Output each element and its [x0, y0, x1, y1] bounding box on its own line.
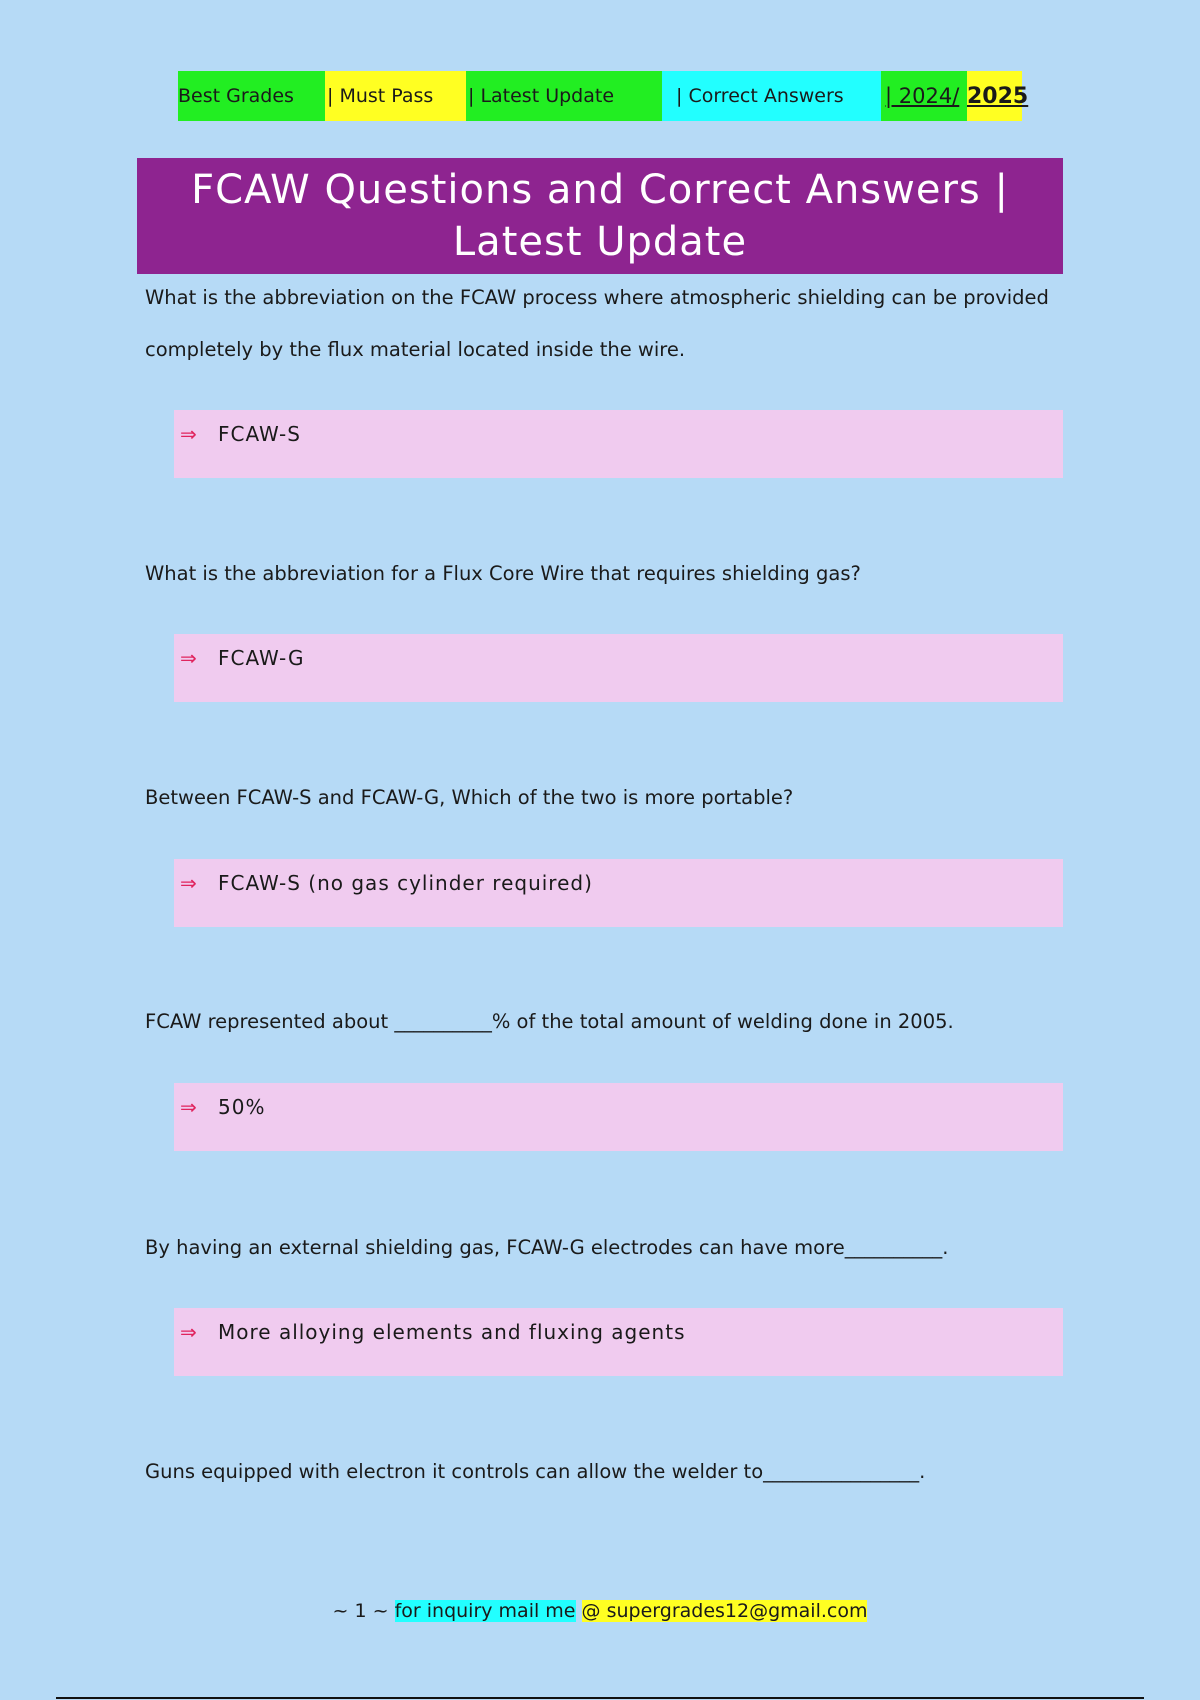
tag-year-end: 2025 — [967, 71, 1022, 121]
arrow-icon: ⇒ — [180, 422, 198, 446]
question-4: FCAW represented about __________% of the total amount of welding done in 2005. — [145, 1010, 954, 1033]
tag-must-pass: | Must Pass — [325, 71, 466, 121]
page-number: ~ 1 ~ — [332, 1600, 389, 1622]
tag-latest-update: | Latest Update — [466, 71, 662, 121]
title-line-1: FCAW Questions and Correct Answers | — [191, 167, 1009, 213]
answer-text: More alloying elements and fluxing agents — [218, 1320, 686, 1344]
tag-correct-answers: | Correct Answers — [662, 71, 881, 121]
arrow-icon: ⇒ — [180, 646, 198, 670]
page-title — [137, 158, 1063, 274]
answer-text: 50% — [218, 1095, 266, 1119]
tag-year-start: | 2024/ — [881, 71, 967, 121]
tag-bar — [178, 71, 1029, 121]
question-2: What is the abbreviation for a Flux Core Wire that requires shielding gas? — [145, 562, 861, 585]
bottom-divider — [56, 1697, 1144, 1699]
tag-best-grades: Best Grades — [178, 71, 325, 121]
answer-1 — [174, 410, 1063, 478]
arrow-icon: ⇒ — [180, 1320, 198, 1344]
email-link[interactable]: @ supergrades12@gmail.com — [581, 1600, 868, 1622]
answer-text: FCAW-S — [218, 422, 301, 446]
question-6: Guns equipped with electron it controls can allow the welder to________________. — [145, 1460, 926, 1483]
inquiry-text: for inquiry mail me — [394, 1600, 576, 1622]
footer — [0, 1600, 1200, 1622]
question-1: What is the abbreviation on the FCAW process where atmospheric shielding can be provided completely by the flux material located inside the wire. — [145, 286, 1049, 361]
answer-text: FCAW-G — [218, 646, 305, 670]
question-3: Between FCAW-S and FCAW-G, Which of the two is more portable? — [145, 786, 794, 809]
arrow-icon: ⇒ — [180, 871, 198, 895]
answer-5 — [174, 1308, 1063, 1376]
title-line-2: Latest Update — [452, 219, 748, 265]
answer-3 — [174, 859, 1063, 927]
answer-4 — [174, 1083, 1063, 1151]
answer-2 — [174, 634, 1063, 702]
arrow-icon: ⇒ — [180, 1095, 198, 1119]
answer-text: FCAW-S (no gas cylinder required) — [218, 871, 593, 895]
question-5: By having an external shielding gas, FCAW-G electrodes can have more__________. — [145, 1236, 949, 1259]
